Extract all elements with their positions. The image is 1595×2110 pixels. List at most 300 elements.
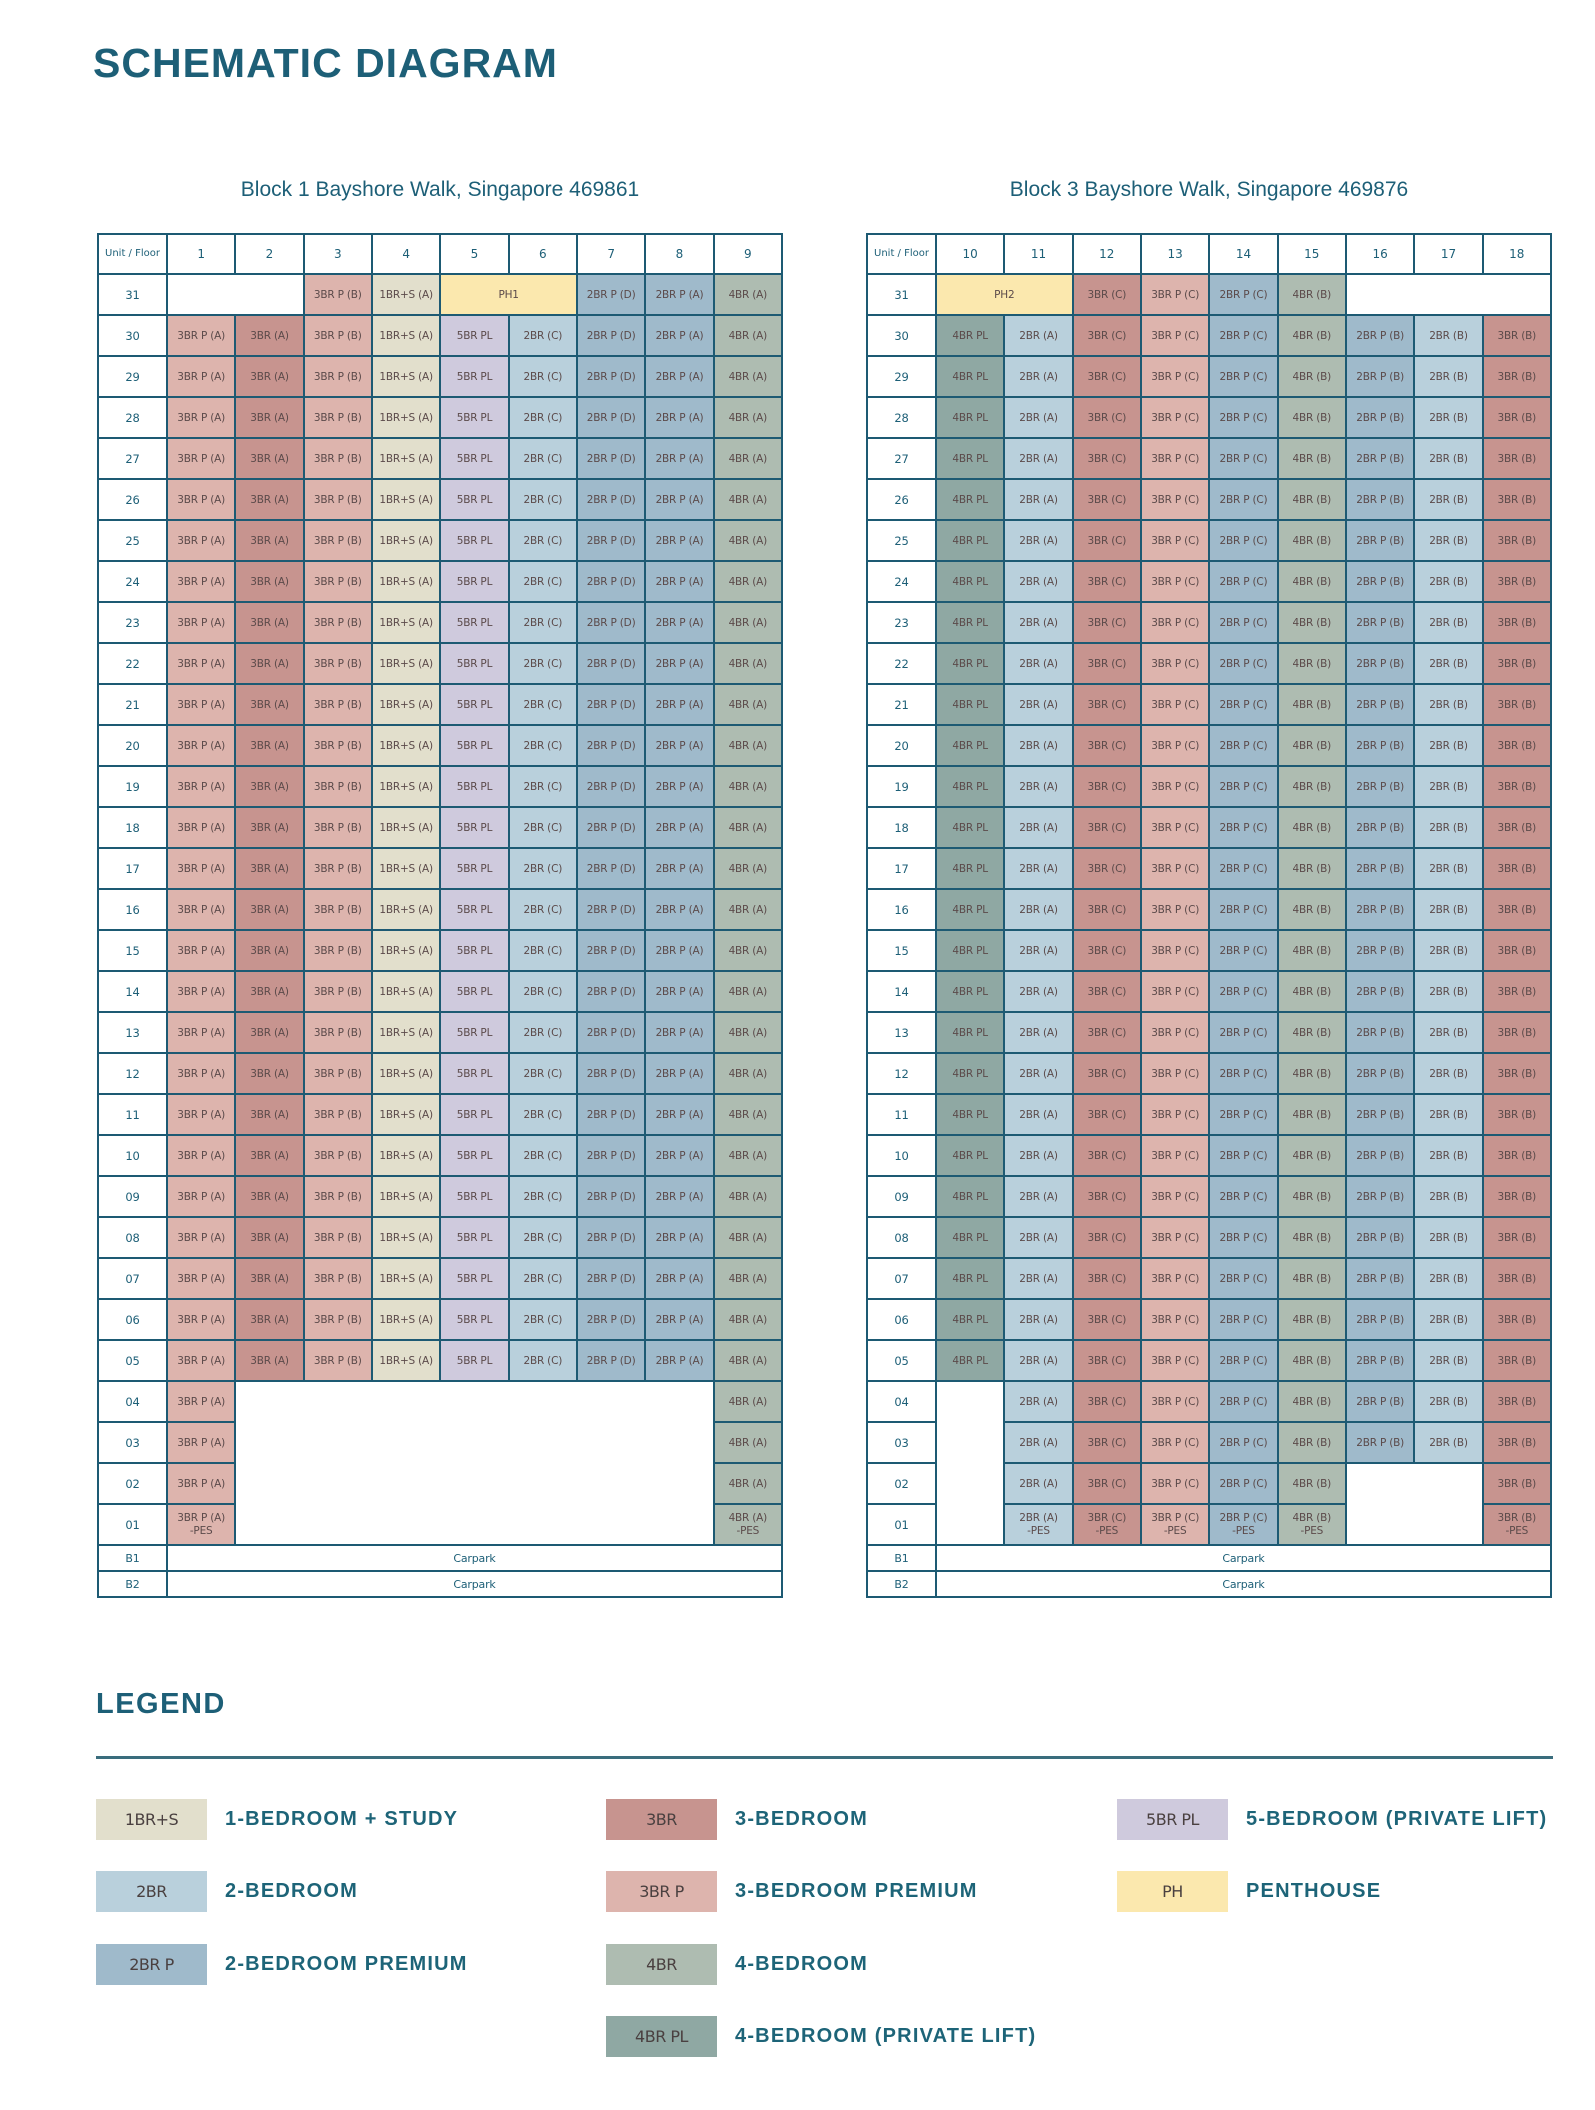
unit-cell: 3BR P (A) — [167, 561, 235, 602]
unit-cell: 2BR P (C) — [1209, 1340, 1277, 1381]
unit-cell: 3BR P (C) — [1141, 766, 1209, 807]
unit-cell: 2BR P (A) — [645, 1299, 713, 1340]
unit-cell: 3BR (C) — [1073, 438, 1141, 479]
unit-cell: 2BR P (A) — [645, 766, 713, 807]
header-row — [867, 234, 1551, 274]
unit-cell: 2BR P (D) — [577, 684, 645, 725]
unit-cell: 2BR (B) — [1414, 930, 1482, 971]
unit-cell: 4BR (B) — [1278, 930, 1346, 971]
empty-cell — [1346, 274, 1551, 315]
unit-cell: 3BR (C) — [1073, 725, 1141, 766]
unit-cell: 2BR P (B) — [1346, 1258, 1414, 1299]
floor-row — [867, 561, 1551, 602]
unit-cell: 3BR P (B) — [304, 684, 372, 725]
unit-cell: 4BR PL — [936, 1217, 1004, 1258]
unit-cell: 2BR (A) — [1004, 1258, 1072, 1299]
floor-label: 19 — [98, 766, 167, 807]
unit-cell: 3BR (C) — [1073, 1340, 1141, 1381]
floor-row — [98, 438, 782, 479]
unit-cell: 3BR P (B) — [304, 1258, 372, 1299]
legend-item — [96, 1799, 458, 1840]
unit-cell: 4BR (B) — [1278, 1422, 1346, 1463]
unit-cell: 1BR+S (A) — [372, 1012, 440, 1053]
unit-cell: 2BR P (D) — [577, 1135, 645, 1176]
unit-cell: 4BR (B) — [1278, 1012, 1346, 1053]
unit-cell: PH1 — [440, 274, 577, 315]
unit-cell: 2BR P (D) — [577, 274, 645, 315]
unit-cell: 3BR P (C) — [1141, 356, 1209, 397]
floor-label: 28 — [867, 397, 936, 438]
unit-cell: 2BR P (A) — [645, 520, 713, 561]
floor-row — [98, 520, 782, 561]
unit-cell: 5BR PL — [440, 889, 508, 930]
legend-label: 5-BEDROOM (PRIVATE LIFT) — [1246, 1808, 1548, 1830]
unit-cell: 5BR PL — [440, 930, 508, 971]
floor-row — [867, 807, 1551, 848]
unit-cell: 4BR (A) — [714, 1135, 782, 1176]
unit-cell: 4BR PL — [936, 356, 1004, 397]
unit-cell: 2BR (B) — [1414, 315, 1482, 356]
legend-label: 4-BEDROOM — [735, 1953, 869, 1975]
unit-cell: 3BR P (C) — [1141, 1422, 1209, 1463]
unit-cell: 2BR (B) — [1414, 1258, 1482, 1299]
floor-label: 04 — [98, 1381, 167, 1422]
legend-divider — [96, 1756, 1553, 1759]
unit-cell: 3BR (C) — [1073, 1094, 1141, 1135]
unit-cell: 2BR P (A) — [645, 807, 713, 848]
unit-cell: 1BR+S (A) — [372, 1258, 440, 1299]
unit-cell: 4BR (B) — [1278, 561, 1346, 602]
floor-row — [867, 930, 1551, 971]
legend-swatch: 2BR P — [96, 1944, 207, 1985]
unit-cell: 3BR P (B) — [304, 315, 372, 356]
unit-cell: 4BR (A) — [714, 643, 782, 684]
unit-cell: 4BR (B) — [1278, 602, 1346, 643]
unit-cell: 2BR P (D) — [577, 1258, 645, 1299]
unit-cell: 4BR (B) — [1278, 438, 1346, 479]
unit-cell: 2BR P (D) — [577, 315, 645, 356]
unit-cell: 3BR P (A) — [167, 1012, 235, 1053]
unit-cell: 3BR (A) — [235, 930, 303, 971]
unit-cell: 4BR (B) — [1278, 1381, 1346, 1422]
unit-cell: 4BR (A) — [714, 1258, 782, 1299]
unit-cell: 2BR P (B) — [1346, 1176, 1414, 1217]
unit-cell: 3BR P (B) — [304, 889, 372, 930]
unit-cell: 4BR PL — [936, 1340, 1004, 1381]
unit-cell: 4BR (A) — [714, 479, 782, 520]
unit-cell: 3BR P (B) — [304, 1012, 372, 1053]
unit-cell: 3BR (B) — [1483, 1299, 1551, 1340]
floor-label: 31 — [867, 274, 936, 315]
floor-row — [867, 520, 1551, 561]
unit-cell: 4BR (A) — [714, 1012, 782, 1053]
unit-cell: 5BR PL — [440, 1094, 508, 1135]
unit-cell: 2BR P (B) — [1346, 766, 1414, 807]
unit-cell: 2BR (A) -PES — [1004, 1504, 1072, 1545]
floor-row — [98, 397, 782, 438]
unit-cell: 2BR (A) — [1004, 397, 1072, 438]
floor-label: 25 — [867, 520, 936, 561]
floor-label: 27 — [98, 438, 167, 479]
unit-cell: 2BR (C) — [509, 356, 577, 397]
legend-label: 3-BEDROOM — [735, 1808, 869, 1830]
unit-cell: 4BR PL — [936, 1258, 1004, 1299]
unit-cell: 4BR PL — [936, 725, 1004, 766]
floor-label: 12 — [867, 1053, 936, 1094]
unit-cell: 2BR P (C) — [1209, 1422, 1277, 1463]
carpark-cell: Carpark — [167, 1545, 782, 1571]
unit-cell: 1BR+S (A) — [372, 643, 440, 684]
unit-cell: 2BR P (C) — [1209, 1053, 1277, 1094]
unit-cell: 4BR (B) — [1278, 1176, 1346, 1217]
floor-label: 24 — [867, 561, 936, 602]
unit-cell: 3BR (B) — [1483, 1463, 1551, 1504]
unit-cell: 4BR (B) — [1278, 1258, 1346, 1299]
unit-cell: 4BR (A) — [714, 315, 782, 356]
floor-row — [867, 1258, 1551, 1299]
floor-row — [867, 643, 1551, 684]
unit-cell: 3BR (C) — [1073, 1053, 1141, 1094]
unit-cell: 2BR P (D) — [577, 1012, 645, 1053]
unit-cell: 1BR+S (A) — [372, 397, 440, 438]
unit-cell: 4BR (A) — [714, 602, 782, 643]
unit-cell: 2BR (B) — [1414, 397, 1482, 438]
floor-row — [867, 1176, 1551, 1217]
unit-cell: 1BR+S (A) — [372, 1053, 440, 1094]
unit-cell: 3BR (A) — [235, 479, 303, 520]
floor-label: 22 — [867, 643, 936, 684]
unit-cell: 4BR PL — [936, 315, 1004, 356]
unit-cell: 2BR P (D) — [577, 520, 645, 561]
unit-cell: 3BR P (A) — [167, 479, 235, 520]
unit-cell: 4BR (A) — [714, 807, 782, 848]
unit-cell: 3BR P (B) — [304, 725, 372, 766]
unit-cell: 2BR P (C) — [1209, 725, 1277, 766]
unit-cell: 3BR P (C) — [1141, 479, 1209, 520]
floor-label: 14 — [867, 971, 936, 1012]
unit-cell: 2BR (C) — [509, 1176, 577, 1217]
floor-label: 26 — [98, 479, 167, 520]
unit-cell: 5BR PL — [440, 315, 508, 356]
unit-cell: 3BR (B) — [1483, 1012, 1551, 1053]
unit-cell: 3BR P (B) — [304, 1217, 372, 1258]
unit-cell: 4BR (A) — [714, 356, 782, 397]
unit-cell: 2BR (B) — [1414, 1217, 1482, 1258]
unit-cell: 3BR (A) — [235, 1176, 303, 1217]
unit-cell: 2BR P (B) — [1346, 725, 1414, 766]
floor-label: 18 — [867, 807, 936, 848]
unit-cell: 2BR (C) — [509, 889, 577, 930]
unit-cell: 1BR+S (A) — [372, 274, 440, 315]
unit-cell: 5BR PL — [440, 1299, 508, 1340]
unit-cell: 4BR (B) — [1278, 643, 1346, 684]
unit-cell: 2BR P (C) — [1209, 848, 1277, 889]
unit-cell: 2BR (C) — [509, 1258, 577, 1299]
unit-cell: 4BR PL — [936, 438, 1004, 479]
unit-cell: 3BR (B) — [1483, 1340, 1551, 1381]
floor-row — [867, 1381, 1551, 1422]
unit-cell: 2BR (A) — [1004, 602, 1072, 643]
unit-cell: 3BR P (B) — [304, 274, 372, 315]
unit-cell: 3BR P (B) — [304, 602, 372, 643]
unit-cell: 3BR P (B) — [304, 643, 372, 684]
unit-cell: 3BR (C) — [1073, 807, 1141, 848]
unit-cell: 3BR P (C) — [1141, 1299, 1209, 1340]
floor-row — [98, 1381, 782, 1422]
legend-item — [606, 1871, 978, 1912]
unit-cell: 3BR (C) — [1073, 315, 1141, 356]
unit-cell: 3BR P (B) — [304, 520, 372, 561]
unit-cell: 4BR (B) — [1278, 1217, 1346, 1258]
unit-cell: 3BR (A) — [235, 643, 303, 684]
unit-cell: 4BR PL — [936, 848, 1004, 889]
unit-cell: 3BR (B) — [1483, 1217, 1551, 1258]
legend-label: 2-BEDROOM PREMIUM — [225, 1953, 468, 1975]
unit-cell: 3BR (C) — [1073, 356, 1141, 397]
unit-cell: 3BR P (A) — [167, 971, 235, 1012]
unit-cell: 2BR P (B) — [1346, 1340, 1414, 1381]
unit-cell: 3BR P (A) — [167, 725, 235, 766]
unit-cell: 3BR P (C) — [1141, 1176, 1209, 1217]
unit-cell: 4BR PL — [936, 561, 1004, 602]
basement-row — [98, 1571, 782, 1597]
unit-cell: 3BR P (C) — [1141, 1135, 1209, 1176]
unit-cell: 2BR P (A) — [645, 1176, 713, 1217]
unit-number-header: 14 — [1209, 234, 1277, 274]
unit-cell: 3BR P (C) — [1141, 971, 1209, 1012]
unit-cell: 3BR P (C) — [1141, 1340, 1209, 1381]
unit-cell: 2BR (B) — [1414, 356, 1482, 397]
unit-cell: 3BR (A) — [235, 766, 303, 807]
unit-cell: 2BR P (B) — [1346, 807, 1414, 848]
legend-label: PENTHOUSE — [1246, 1880, 1382, 1902]
unit-cell: 3BR P (C) — [1141, 315, 1209, 356]
unit-cell: 2BR (C) — [509, 1340, 577, 1381]
unit-cell: 1BR+S (A) — [372, 315, 440, 356]
unit-cell: 2BR (A) — [1004, 1217, 1072, 1258]
unit-number-header: 7 — [577, 234, 645, 274]
unit-cell: 4BR PL — [936, 479, 1004, 520]
unit-cell: 2BR P (C) — [1209, 889, 1277, 930]
unit-cell: 2BR P (C) — [1209, 1381, 1277, 1422]
carpark-cell: Carpark — [167, 1571, 782, 1597]
unit-cell: 2BR (A) — [1004, 315, 1072, 356]
unit-cell: 2BR P (C) — [1209, 315, 1277, 356]
unit-cell: 4BR PL — [936, 643, 1004, 684]
unit-cell: 2BR P (A) — [645, 397, 713, 438]
floor-label: 12 — [98, 1053, 167, 1094]
unit-cell: 3BR P (A) — [167, 520, 235, 561]
unit-cell: 1BR+S (A) — [372, 561, 440, 602]
legend-swatch: PH — [1117, 1871, 1228, 1912]
unit-cell: 3BR P (B) — [304, 438, 372, 479]
unit-cell: 2BR P (A) — [645, 889, 713, 930]
empty-cell — [936, 1381, 1004, 1545]
unit-cell: 5BR PL — [440, 1053, 508, 1094]
unit-cell: 2BR P (C) -PES — [1209, 1504, 1277, 1545]
unit-cell: 2BR P (D) — [577, 1217, 645, 1258]
unit-cell: 2BR P (A) — [645, 1094, 713, 1135]
unit-cell: 3BR (C) — [1073, 1381, 1141, 1422]
unit-number-header: 8 — [645, 234, 713, 274]
unit-cell: 2BR P (C) — [1209, 602, 1277, 643]
unit-number-header: 17 — [1414, 234, 1482, 274]
unit-cell: 4BR PL — [936, 1299, 1004, 1340]
unit-cell: 2BR (C) — [509, 520, 577, 561]
unit-cell: 2BR P (A) — [645, 1258, 713, 1299]
unit-cell: 2BR (C) — [509, 479, 577, 520]
unit-cell: 2BR (C) — [509, 397, 577, 438]
unit-cell: 3BR (A) — [235, 356, 303, 397]
floor-row — [98, 930, 782, 971]
floor-label: 25 — [98, 520, 167, 561]
unit-cell: 2BR (A) — [1004, 479, 1072, 520]
unit-cell: 2BR P (C) — [1209, 561, 1277, 602]
unit-cell: 1BR+S (A) — [372, 602, 440, 643]
floor-label: B2 — [98, 1571, 167, 1597]
unit-cell: 4BR (B) — [1278, 1463, 1346, 1504]
unit-number-header: 10 — [936, 234, 1004, 274]
unit-cell: 2BR P (C) — [1209, 684, 1277, 725]
unit-cell: 5BR PL — [440, 1340, 508, 1381]
unit-cell: 4BR (A) — [714, 930, 782, 971]
unit-cell: 4BR (B) — [1278, 1053, 1346, 1094]
unit-number-header: 15 — [1278, 234, 1346, 274]
unit-cell: 4BR (B) — [1278, 889, 1346, 930]
unit-cell: 4BR PL — [936, 397, 1004, 438]
unit-cell: 3BR P (A) — [167, 889, 235, 930]
unit-cell: 3BR (A) — [235, 725, 303, 766]
floor-row — [98, 274, 782, 315]
floor-row — [867, 725, 1551, 766]
unit-cell: 3BR (A) — [235, 684, 303, 725]
unit-cell: 1BR+S (A) — [372, 1135, 440, 1176]
unit-cell: 5BR PL — [440, 602, 508, 643]
floor-label: 19 — [867, 766, 936, 807]
floor-label: 30 — [867, 315, 936, 356]
unit-cell: 4BR PL — [936, 520, 1004, 561]
unit-cell: 3BR (A) — [235, 1094, 303, 1135]
unit-cell: 2BR P (A) — [645, 1135, 713, 1176]
floor-label: 17 — [98, 848, 167, 889]
unit-number-header: 16 — [1346, 234, 1414, 274]
unit-cell: 3BR (C) — [1073, 397, 1141, 438]
unit-cell: 2BR P (B) — [1346, 1094, 1414, 1135]
unit-cell: 3BR (B) — [1483, 643, 1551, 684]
unit-cell: 2BR (C) — [509, 766, 577, 807]
unit-cell: 2BR P (B) — [1346, 684, 1414, 725]
unit-cell: 3BR (A) — [235, 1012, 303, 1053]
legend-swatch: 3BR — [606, 1799, 717, 1840]
unit-cell: 3BR (B) — [1483, 889, 1551, 930]
floor-label: 07 — [867, 1258, 936, 1299]
unit-cell: 2BR P (C) — [1209, 1176, 1277, 1217]
unit-cell: 2BR P (B) — [1346, 930, 1414, 971]
unit-cell: 3BR P (C) — [1141, 930, 1209, 971]
legend-label: 1-BEDROOM + STUDY — [225, 1808, 459, 1830]
floor-row — [98, 1340, 782, 1381]
unit-cell: 2BR P (C) — [1209, 1258, 1277, 1299]
unit-cell: 2BR P (B) — [1346, 602, 1414, 643]
unit-cell: 2BR (C) — [509, 315, 577, 356]
unit-number-header: 1 — [167, 234, 235, 274]
unit-cell: 2BR P (A) — [645, 602, 713, 643]
unit-cell: 3BR P (B) — [304, 1340, 372, 1381]
floor-row — [98, 602, 782, 643]
carpark-cell: Carpark — [936, 1545, 1551, 1571]
unit-cell: 1BR+S (A) — [372, 971, 440, 1012]
floor-label: 06 — [867, 1299, 936, 1340]
unit-cell: 2BR P (D) — [577, 971, 645, 1012]
floor-row — [867, 397, 1551, 438]
unit-cell: 2BR P (D) — [577, 930, 645, 971]
unit-cell: 2BR P (A) — [645, 930, 713, 971]
unit-cell: 3BR (B) — [1483, 1176, 1551, 1217]
unit-cell: 3BR (A) — [235, 1299, 303, 1340]
unit-cell: 3BR P (B) — [304, 971, 372, 1012]
unit-cell: 1BR+S (A) — [372, 1094, 440, 1135]
unit-cell: 2BR P (A) — [645, 971, 713, 1012]
unit-cell: 1BR+S (A) — [372, 356, 440, 397]
unit-cell: 4BR (B) — [1278, 725, 1346, 766]
unit-cell: 2BR (A) — [1004, 684, 1072, 725]
unit-cell: 3BR P (C) — [1141, 807, 1209, 848]
unit-cell: 2BR (C) — [509, 1094, 577, 1135]
unit-cell: 3BR (A) — [235, 889, 303, 930]
unit-cell: 3BR (B) — [1483, 438, 1551, 479]
floor-label: 15 — [867, 930, 936, 971]
unit-cell: 2BR P (B) — [1346, 520, 1414, 561]
unit-cell: 2BR (A) — [1004, 643, 1072, 684]
unit-cell: 4BR (A) — [714, 848, 782, 889]
unit-cell: 4BR (A) — [714, 1299, 782, 1340]
unit-cell: 2BR (B) — [1414, 1422, 1482, 1463]
floor-row — [98, 848, 782, 889]
unit-cell: 5BR PL — [440, 479, 508, 520]
floor-row — [867, 356, 1551, 397]
legend-swatch: 3BR P — [606, 1871, 717, 1912]
unit-cell: 3BR (C) — [1073, 766, 1141, 807]
floor-label: 21 — [867, 684, 936, 725]
floor-label: 22 — [98, 643, 167, 684]
unit-cell: 3BR P (B) — [304, 1053, 372, 1094]
unit-cell: 3BR (C) — [1073, 1135, 1141, 1176]
unit-cell: 3BR (B) — [1483, 520, 1551, 561]
floor-row — [98, 889, 782, 930]
floor-row — [98, 1258, 782, 1299]
unit-cell: 3BR P (A) — [167, 397, 235, 438]
unit-cell: 2BR P (C) — [1209, 1299, 1277, 1340]
unit-cell: 3BR P (C) — [1141, 1012, 1209, 1053]
unit-cell: 3BR (C) — [1073, 1422, 1141, 1463]
unit-cell: 3BR (B) — [1483, 1053, 1551, 1094]
unit-cell: 5BR PL — [440, 1012, 508, 1053]
unit-cell: 2BR P (C) — [1209, 397, 1277, 438]
unit-cell: 3BR (C) -PES — [1073, 1504, 1141, 1545]
unit-cell: 3BR (C) — [1073, 1299, 1141, 1340]
unit-cell: 3BR (C) — [1073, 1012, 1141, 1053]
floor-label: 06 — [98, 1299, 167, 1340]
unit-cell: 1BR+S (A) — [372, 520, 440, 561]
empty-cell — [1346, 1463, 1483, 1545]
unit-cell: 2BR P (D) — [577, 807, 645, 848]
floor-label: 29 — [98, 356, 167, 397]
unit-cell: 2BR P (A) — [645, 356, 713, 397]
floor-label: 28 — [98, 397, 167, 438]
unit-cell: 3BR (B) — [1483, 684, 1551, 725]
floor-label: 14 — [98, 971, 167, 1012]
unit-cell: 3BR (C) — [1073, 684, 1141, 725]
